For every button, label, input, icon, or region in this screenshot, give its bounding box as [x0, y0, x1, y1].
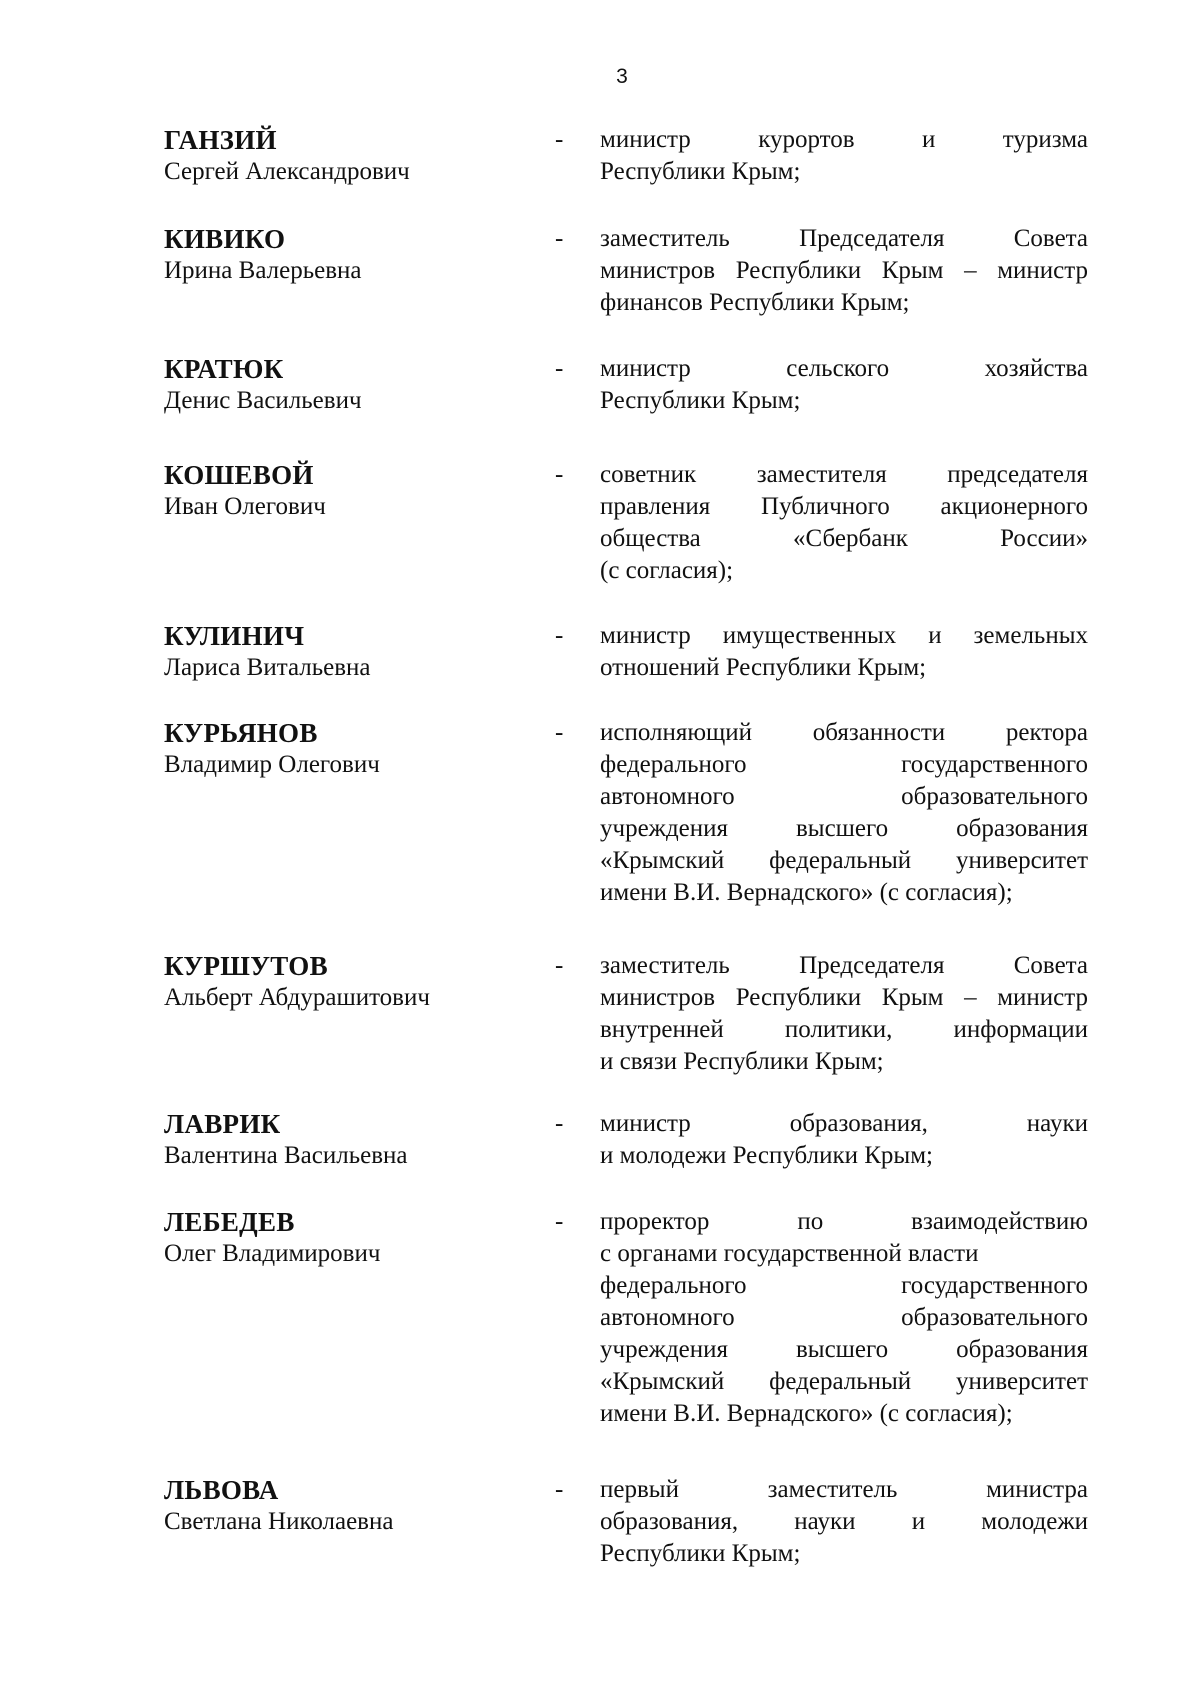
position-line: образования, науки и молодежи — [600, 1508, 1088, 1535]
position-line: (с согласия); — [600, 557, 734, 584]
member-surname: КРАТЮК — [164, 354, 284, 384]
member-given-name: Денис Васильевич — [164, 387, 362, 414]
member-surname: ЛЕБЕДЕВ — [164, 1207, 295, 1237]
member-name — [164, 620, 544, 684]
position-line: внутренней политики, информации — [600, 1016, 1088, 1043]
member-surname: ЛЬВОВА — [164, 1475, 279, 1505]
separator-dash: - — [555, 719, 564, 746]
member-surname: КУРШУТОВ — [164, 951, 328, 981]
member-name — [164, 950, 544, 1014]
member-surname: ГАНЗИЙ — [164, 125, 277, 155]
member-surname: КУРЬЯНОВ — [164, 718, 318, 748]
position-line: первый заместитель министра — [600, 1476, 1088, 1503]
member-position — [600, 620, 1088, 684]
position-line: автономного образовательного — [600, 1304, 1088, 1331]
position-line: автономного образовательного — [600, 783, 1088, 810]
position-line: учреждения высшего образования — [600, 815, 1088, 842]
separator-dash: - — [555, 1208, 564, 1235]
position-line: исполняющий обязанности ректора — [600, 719, 1088, 746]
member-position — [600, 353, 1088, 417]
separator-dash: - — [555, 1476, 564, 1503]
member-surname: КУЛИНИЧ — [164, 621, 305, 651]
position-line: заместитель Председателя Совета — [600, 225, 1088, 252]
position-line: министр имущественных и земельных — [600, 622, 1088, 649]
position-line: федерального государственного — [600, 1272, 1088, 1299]
separator-dash: - — [555, 622, 564, 649]
member-name — [164, 1206, 544, 1270]
position-line: министр сельского хозяйства — [600, 355, 1088, 382]
member-given-name: Ирина Валерьевна — [164, 257, 362, 284]
position-line: финансов Республики Крым; — [600, 289, 910, 316]
member-position — [600, 1206, 1088, 1430]
position-line: правления Публичного акционерного — [600, 493, 1088, 520]
member-surname: КИВИКО — [164, 224, 286, 254]
member-name — [164, 124, 544, 188]
member-position — [600, 950, 1088, 1078]
position-line: «Крымский федеральный университет — [600, 1368, 1088, 1395]
position-line: с органами государственной власти — [600, 1240, 979, 1267]
position-line: министров Республики Крым – министр — [600, 984, 1088, 1011]
member-given-name: Сергей Александрович — [164, 158, 410, 185]
position-line: учреждения высшего образования — [600, 1336, 1088, 1363]
member-position — [600, 1108, 1088, 1172]
separator-dash: - — [555, 126, 564, 153]
separator-dash: - — [555, 1110, 564, 1137]
member-name — [164, 1474, 544, 1538]
member-position — [600, 1474, 1088, 1570]
position-line: Республики Крым; — [600, 1540, 801, 1567]
member-position — [600, 223, 1088, 319]
position-line: Республики Крым; — [600, 158, 801, 185]
member-given-name: Валентина Васильевна — [164, 1142, 408, 1169]
member-name — [164, 223, 544, 287]
member-position — [600, 124, 1088, 188]
member-name — [164, 459, 544, 523]
position-line: проректор по взаимодействию — [600, 1208, 1088, 1235]
member-given-name: Лариса Витальевна — [164, 654, 371, 681]
member-position — [600, 717, 1088, 909]
position-line: Республики Крым; — [600, 387, 801, 414]
member-given-name: Альберт Абдурашитович — [164, 984, 430, 1011]
member-position — [600, 459, 1088, 587]
member-surname: КОШЕВОЙ — [164, 460, 314, 490]
member-surname: ЛАВРИК — [164, 1109, 281, 1139]
member-name — [164, 353, 544, 417]
member-given-name: Олег Владимирович — [164, 1240, 381, 1267]
member-name — [164, 1108, 544, 1172]
page-number: 3 — [616, 65, 628, 88]
position-line: министр курортов и туризма — [600, 126, 1088, 153]
separator-dash: - — [555, 225, 564, 252]
position-line: имени В.И. Вернадского» (с согласия); — [600, 1400, 1013, 1427]
position-line: министров Республики Крым – министр — [600, 257, 1088, 284]
separator-dash: - — [555, 355, 564, 382]
separator-dash: - — [555, 461, 564, 488]
position-line: отношений Республики Крым; — [600, 654, 927, 681]
position-line: и связи Республики Крым; — [600, 1048, 884, 1075]
position-line: и молодежи Республики Крым; — [600, 1142, 933, 1169]
position-line: советник заместителя председателя — [600, 461, 1088, 488]
separator-dash: - — [555, 952, 564, 979]
position-line: федерального государственного — [600, 751, 1088, 778]
position-line: общества «Сбербанк России» — [600, 525, 1088, 552]
position-line: министр образования, науки — [600, 1110, 1088, 1137]
member-name — [164, 717, 544, 781]
position-line: заместитель Председателя Совета — [600, 952, 1088, 979]
member-given-name: Светлана Николаевна — [164, 1508, 394, 1535]
member-given-name: Владимир Олегович — [164, 751, 380, 778]
position-line: имени В.И. Вернадского» (с согласия); — [600, 879, 1013, 906]
position-line: «Крымский федеральный университет — [600, 847, 1088, 874]
member-given-name: Иван Олегович — [164, 493, 326, 520]
